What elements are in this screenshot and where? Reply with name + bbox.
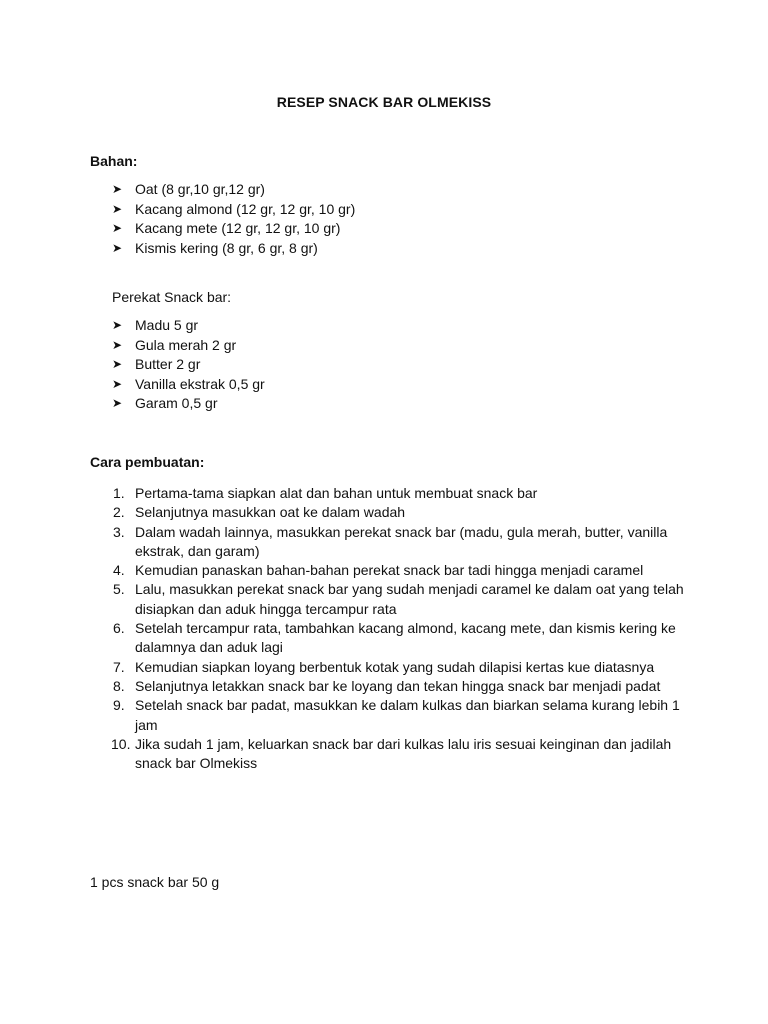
arrowhead-bullet-icon: ➤ — [112, 221, 123, 235]
list-item: ➤ Vanilla ekstrak 0,5 gr — [112, 375, 265, 395]
step-item — [90, 523, 690, 562]
list-item: ➤ Kacang almond (12 gr, 12 gr, 10 gr) — [112, 200, 355, 220]
list-item: ➤ Butter 2 gr — [112, 355, 265, 375]
arrowhead-bullet-icon: ➤ — [112, 201, 123, 216]
arrowhead-bullet-icon: ➤ — [112, 182, 123, 196]
step-text: Pertama-tama siapkan alat dan bahan untuk membuat snack bar — [135, 485, 538, 501]
step-text: Dalam wadah lainnya, masukkan perekat snack bar (madu, gula merah, butter, vanilla ekstrak, dan garam) — [135, 523, 668, 559]
arrowhead-bullet-icon: ➤ — [112, 240, 123, 255]
list-item: ➤ Gula merah 2 gr — [112, 336, 265, 356]
bahan-heading: Bahan: — [90, 153, 138, 169]
step-number: 5. — [113, 581, 125, 598]
step-item — [90, 677, 690, 696]
step-number: 1. — [113, 485, 125, 501]
step-number: 3. — [113, 523, 125, 540]
arrowhead-bullet-icon: ➤ — [112, 357, 123, 371]
footer-note: 1 pcs snack bar 50 g — [90, 874, 220, 890]
step-item — [90, 735, 690, 774]
step-text: Setelah snack bar padat, masukkan ke dalam kulkas dan biarkan selama kurang lebih 1 jam — [135, 697, 680, 733]
step-text: Selanjutnya masukkan oat ke dalam wadah — [135, 504, 406, 521]
perekat-heading: Perekat Snack bar: — [112, 289, 232, 305]
steps-list — [90, 484, 690, 773]
list-item: ➤ Madu 5 gr — [112, 316, 265, 336]
step-number: 8. — [113, 677, 125, 694]
step-item — [90, 580, 690, 619]
list-item: ➤ Kismis kering (8 gr, 6 gr, 8 gr) — [112, 239, 355, 259]
step-item — [90, 561, 690, 580]
page-title: RESEP SNACK BAR OLMEKISS — [276, 94, 492, 110]
step-text: Setelah tercampur rata, tambahkan kacang almond, kacang mete, dan kismis kering ke dalamnya dan aduk lagi — [135, 620, 676, 656]
step-number: 2. — [113, 504, 125, 521]
step-text: Lalu, masukkan perekat snack bar yang sudah menjadi caramel ke dalam oat yang telah disiapkan dan aduk hingga tercampur rata — [135, 581, 684, 617]
list-item: ➤ Kacang mete (12 gr, 12 gr, 10 gr) — [112, 219, 355, 239]
step-text: Kemudian panaskan bahan-bahan perekat snack bar tadi hingga menjadi caramel — [135, 562, 644, 579]
step-text: Selanjutnya letakkan snack bar ke loyang dan tekan hingga snack bar menjadi padat — [135, 677, 661, 694]
list-item: ➤ Oat (8 gr,10 gr,12 gr) — [112, 180, 355, 200]
step-text: Kemudian siapkan loyang berbentuk kotak yang sudah dilapisi kertas kue diatasnya — [135, 658, 655, 675]
step-number: 9. — [113, 697, 125, 714]
bahan-list — [112, 180, 355, 258]
arrowhead-bullet-icon: ➤ — [112, 318, 123, 332]
step-item — [90, 619, 690, 658]
arrowhead-bullet-icon: ➤ — [112, 337, 123, 352]
step-number: 6. — [113, 620, 125, 637]
arrowhead-bullet-icon: ➤ — [112, 376, 123, 391]
step-text: Jika sudah 1 jam, keluarkan snack bar dari kulkas lalu iris sesuai keinginan dan jadilah snack bar Olmekiss — [135, 735, 672, 772]
step-item — [90, 503, 690, 522]
list-item: ➤ Garam 0,5 gr — [112, 394, 265, 414]
perekat-list — [112, 316, 265, 414]
step-number: 10. — [111, 735, 131, 752]
step-number: 7. — [113, 658, 125, 675]
arrowhead-bullet-icon: ➤ — [112, 396, 123, 410]
step-item — [90, 484, 690, 503]
step-number: 4. — [113, 562, 125, 579]
step-item — [90, 696, 690, 735]
step-item — [90, 658, 690, 677]
cara-pembuatan-heading: Cara pembuatan: — [90, 454, 205, 470]
